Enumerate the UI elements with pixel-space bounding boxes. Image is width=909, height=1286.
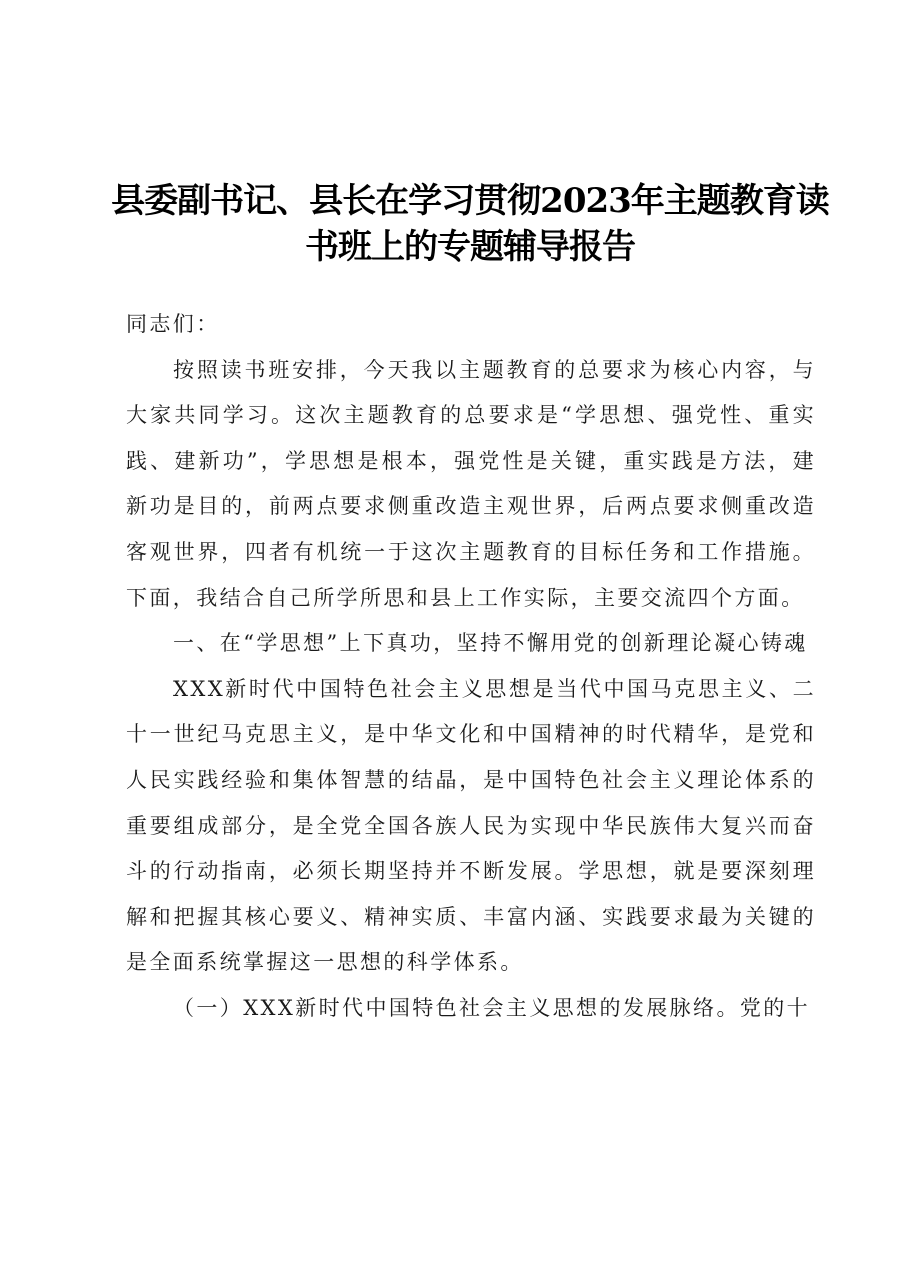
title-line-2: 书班上的专题辅导报告 bbox=[305, 227, 635, 267]
paragraph-xxx-thought: XXX新时代中国特色社会主义思想是当代中国马克思主义、二十一世纪马克思主义，是中华文化和中国精神的时代精华，是党和人民实践经验和集体智慧的结晶，是中国特色社会主义理论体系的重要组成部分，是全党全国各族人民为实现中华民族伟大复兴而奋斗的行动指南，必须长期坚持并不断发展。学思想，就是要深刻理解和把握其核心要义、精神实质、丰富内涵、实践要求最为关键的是全面系统掌握这一思想的科学体系。 bbox=[126, 676, 816, 975]
section-heading-1: 一、在“学思想”上下真功，坚持不懈用党的创新理论凝心铸魂 bbox=[173, 631, 808, 656]
salutation: 同志们： bbox=[126, 312, 220, 336]
document-title bbox=[100, 178, 840, 270]
paragraph-intro: 按照读书班安排，今天我以主题教育的总要求为核心内容，与大家共同学习。这次主题教育的总要求是“学思想、强党性、重实践、建新功”，学思想是根本，强党性是关键，重实践是方法，建新功是目的，前两点要求侧重改造主观世界，后两点要求侧重改造客观世界，四者有机统一于这次主题教育的目标任务和工作措施。下面，我结合自己所学所思和县上工作实际，主要交流四个方面。 bbox=[126, 357, 816, 610]
title-line-1: 县委副书记、县长在学习贯彻2023年主题教育读 bbox=[111, 181, 829, 221]
subsection-heading-1: （一）XXX新时代中国特色社会主义思想的发展脉络。党的十 bbox=[173, 995, 811, 1020]
document-body bbox=[126, 302, 816, 1032]
